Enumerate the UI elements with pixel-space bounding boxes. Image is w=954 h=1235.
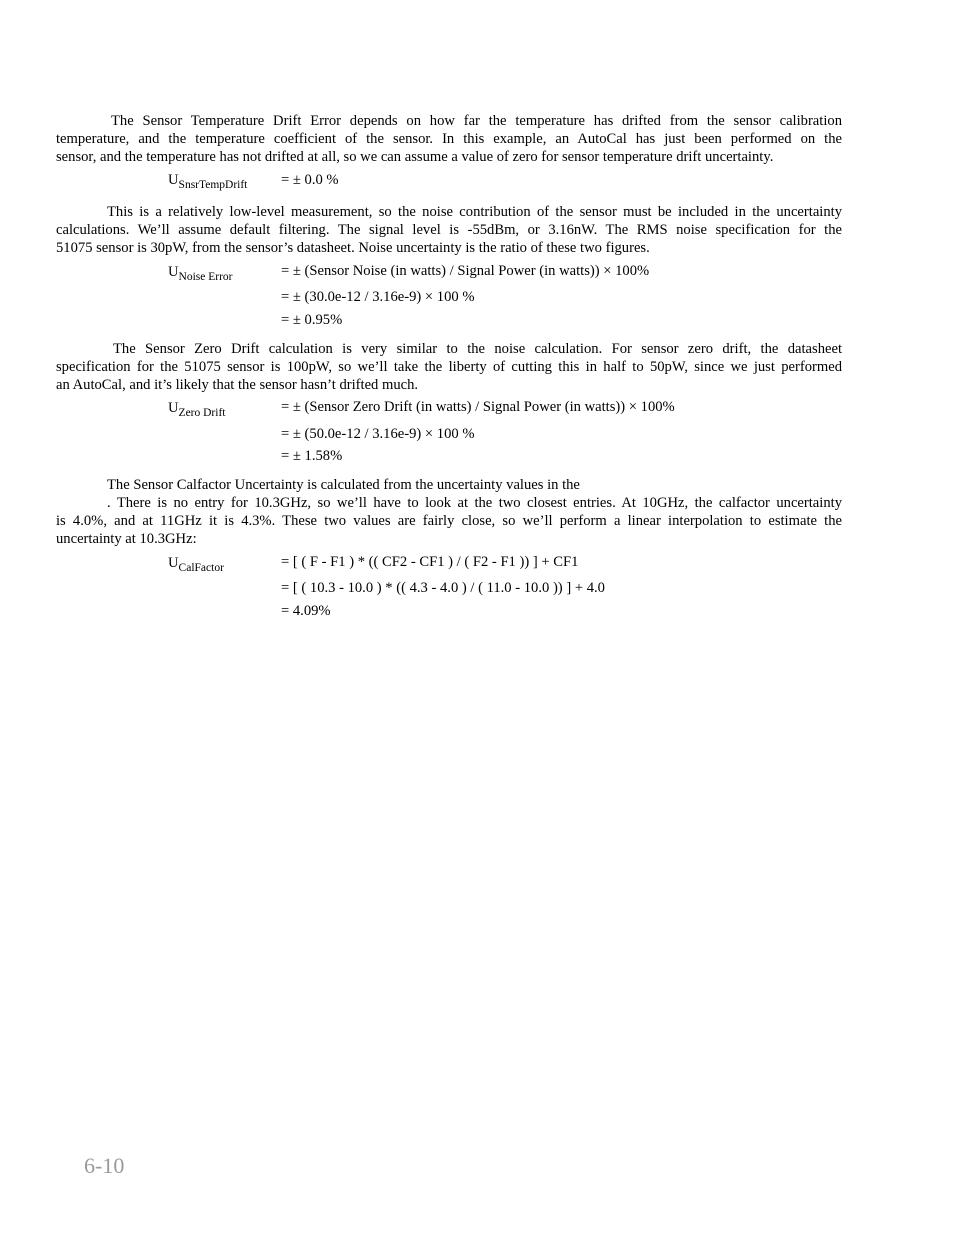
equation-symbol: U	[168, 264, 179, 280]
text-line: . There is no entry for 10.3GHz, so we’ll have to look at the two closest entries. At 10GHz, the calfactor uncertainty	[107, 495, 842, 511]
page-number: 6-10	[84, 1153, 125, 1178]
paragraph-noise	[56, 203, 842, 257]
equation-label-calfactor	[168, 554, 224, 572]
text-line: sensor, and the temperature has not drifted at all, so we can assume a value of zero for sensor temperature drift uncertainty.	[56, 149, 774, 165]
equation-line: = [ ( F - F1 ) * (( CF2 - CF1 ) / ( F2 - F1 )) ] + CF1	[281, 554, 579, 570]
equation-line: = ± 1.58%	[281, 448, 343, 464]
equation-line: = ± (30.0e-12 / 3.16e-9) × 100 %	[281, 289, 475, 305]
paragraph-zero-drift	[56, 340, 842, 394]
text-line: calculations. We’ll assume default filtering. The signal level is -55dBm, or 3.16nW. The RMS noise specification for the	[56, 222, 842, 238]
text-line: temperature, and the temperature coefficient of the sensor. In this example, an AutoCal has just been performed on the	[56, 131, 842, 147]
equation-line: = ± (Sensor Zero Drift (in watts) / Signal Power (in watts)) × 100%	[281, 399, 675, 415]
equation-label-noise	[168, 263, 233, 281]
equation-subscript: Noise Error	[178, 271, 233, 283]
equation-line: = ± (50.0e-12 / 3.16e-9) × 100 %	[281, 426, 475, 442]
equation-label-zero-drift	[168, 399, 226, 417]
equation-line: = ± (Sensor Noise (in watts) / Signal Power (in watts)) × 100%	[281, 263, 650, 279]
equation-line: = ± 0.0 %	[281, 172, 339, 188]
text-line: an AutoCal, and it’s likely that the sensor hasn’t drifted much.	[56, 377, 419, 393]
equation-line: = ± 0.95%	[281, 312, 343, 328]
paragraph-temp-drift	[56, 112, 842, 166]
equation-symbol: U	[168, 400, 179, 416]
text-line: uncertainty at 10.3GHz:	[56, 531, 197, 547]
text-line: is 4.0%, and at 11GHz it is 4.3%. These two values are fairly close, so we’ll perform a linear interpolation to estimate the	[56, 513, 842, 529]
equation-subscript: CalFactor	[178, 562, 224, 574]
equation-line: = [ ( 10.3 - 10.0 ) * (( 4.3 - 4.0 ) / ( 11.0 - 10.0 )) ] + 4.0	[281, 580, 605, 596]
text-line: This is a relatively low-level measurement, so the noise contribution of the sensor must be included in the uncertainty	[107, 204, 842, 220]
equation-label-temp-drift	[168, 171, 247, 189]
paragraph-calfactor	[56, 476, 842, 548]
text-line: specification for the 51075 sensor is 100pW, so we’ll take the liberty of cutting this in half to 50pW, since we just performed	[56, 359, 842, 375]
equation-subscript: SnsrTempDrift	[178, 179, 248, 191]
equation-line: = 4.09%	[281, 603, 331, 619]
equation-symbol: U	[168, 555, 179, 571]
text-line: 51075 sensor is 30pW, from the sensor’s datasheet. Noise uncertainty is the ratio of these two figures.	[56, 240, 650, 256]
equation-subscript: Zero Drift	[178, 407, 226, 419]
text-line: The Sensor Zero Drift calculation is very similar to the noise calculation. For sensor zero drift, the datasheet	[113, 341, 842, 357]
text-line: The Sensor Temperature Drift Error depends on how far the temperature has drifted from the sensor calibration	[111, 113, 842, 129]
equation-symbol: U	[168, 172, 179, 188]
text-line: The Sensor Calfactor Uncertainty is calculated from the uncertainty values in the	[107, 477, 580, 493]
